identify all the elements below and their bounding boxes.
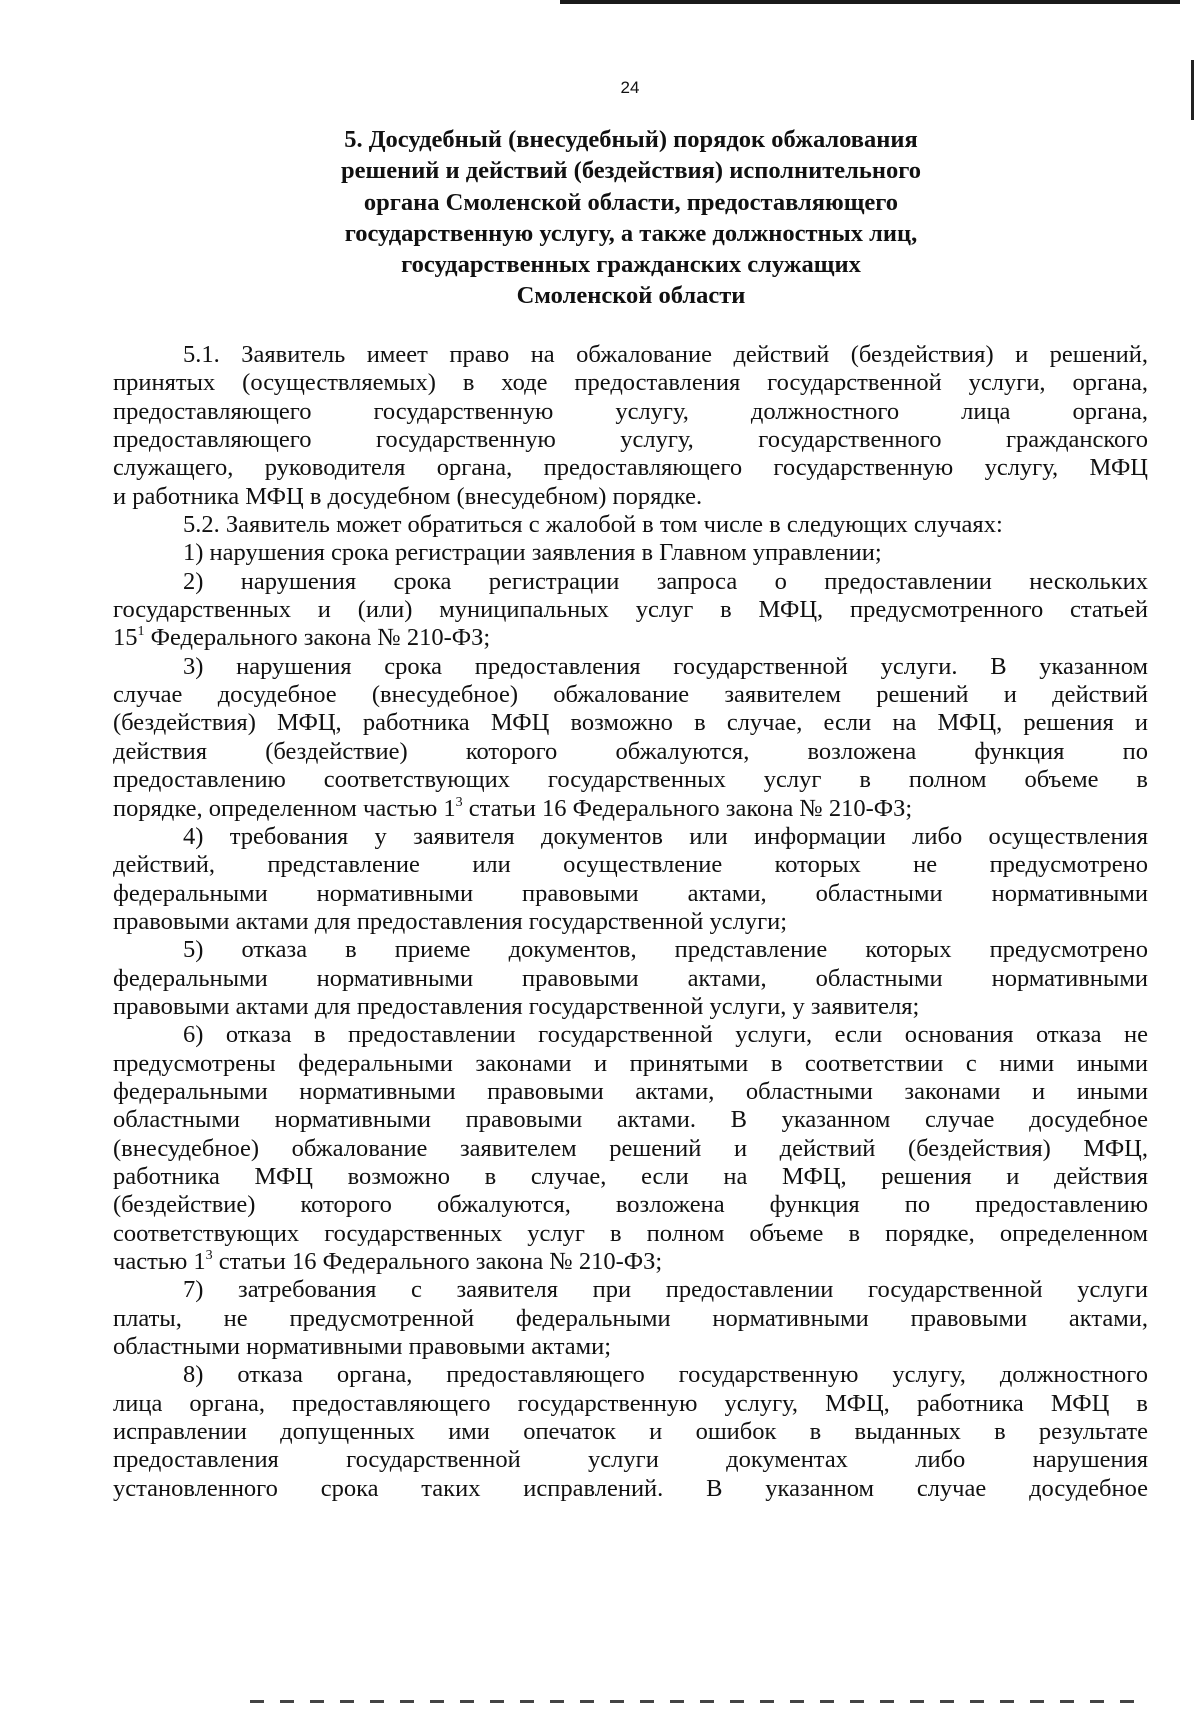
text-line: предоставляющего государственную услугу, должностного лица органа, bbox=[113, 397, 1148, 425]
text-line: федеральными нормативными правовыми актами, областными нормативными bbox=[113, 879, 1148, 907]
list-item-5 bbox=[113, 936, 1148, 1021]
text-line: и работника МФЦ в досудебном (внесудебном) порядке. bbox=[113, 482, 703, 510]
list-item-3 bbox=[113, 653, 1148, 823]
list-item-6 bbox=[113, 1021, 1148, 1276]
text-fragment: Федерального закона № 210-ФЗ; bbox=[144, 624, 491, 652]
text-line: областными нормативными правовыми актами; bbox=[113, 1333, 612, 1361]
text-line: служащего, руководителя органа, предоставляющего государственную услугу, МФЦ bbox=[113, 454, 1148, 482]
page-number: 24 bbox=[620, 78, 640, 97]
text-line: исправлении допущенных ими опечаток и ошибок в выданных в результате bbox=[113, 1418, 1148, 1446]
text-line: федеральными нормативными правовыми актами, областными нормативными bbox=[113, 964, 1148, 992]
text-line: (внесудебное) обжалование заявителем решений и действий (бездействия) МФЦ, bbox=[113, 1134, 1148, 1162]
document-body bbox=[113, 341, 1148, 1503]
scan-border-top bbox=[560, 0, 1180, 4]
text-line: случае досудебное (внесудебное) обжалование заявителем решений и действий bbox=[113, 681, 1148, 709]
text-fragment: частью 1 bbox=[113, 1248, 206, 1275]
list-item-1 bbox=[113, 539, 1148, 567]
text-line: работника МФЦ возможно в случае, если на МФЦ, решения и действия bbox=[113, 1162, 1148, 1190]
superscript: 3 bbox=[455, 794, 463, 810]
paragraph-5-1 bbox=[113, 341, 1148, 511]
heading-line: органа Смоленской области, предоставляющего bbox=[363, 188, 899, 216]
text-line: 8) отказа органа, предоставляющего государственную услугу, должностного bbox=[183, 1361, 1148, 1389]
text-line: предоставления государственной услуги документах либо нарушения bbox=[113, 1446, 1148, 1474]
text-line: действий, представление или осуществление которых не предусмотрено bbox=[113, 851, 1148, 879]
heading-line: 5. Досудебный (внесудебный) порядок обжалования bbox=[344, 126, 918, 153]
heading-line: Смоленской области bbox=[516, 282, 746, 310]
text-line: федеральными нормативными правовыми актами, областными законами и иными bbox=[113, 1077, 1148, 1105]
text-line: областными нормативными правовыми актами. В указанном случае досудебное bbox=[113, 1106, 1148, 1134]
text-line: 3) нарушения срока предоставления государственной услуги. В указанном bbox=[183, 652, 1148, 680]
text-fragment: статьи 16 Федерального закона № 210-ФЗ; bbox=[462, 794, 913, 822]
superscript: 3 bbox=[205, 1248, 213, 1263]
text-fragment: 15 bbox=[113, 624, 138, 652]
text-line: предоставляющего государственную услугу, государственного гражданского bbox=[113, 426, 1148, 454]
text-line bbox=[113, 795, 1148, 823]
text-fragment: порядке, определенном частью 1 bbox=[113, 794, 456, 822]
paragraph-5-2 bbox=[113, 511, 1148, 539]
list-item-4 bbox=[113, 823, 1148, 936]
section-heading bbox=[0, 124, 1200, 312]
heading-line: государственных гражданских служащих bbox=[401, 251, 861, 279]
text-line bbox=[113, 624, 1148, 652]
text-line: действия (бездействие) которого обжалуются, возложена функция по bbox=[113, 737, 1148, 765]
superscript: 1 bbox=[137, 624, 145, 640]
list-item-8 bbox=[113, 1361, 1148, 1503]
text-line bbox=[113, 1248, 1148, 1276]
text-line: 1) нарушения срока регистрации заявления в Главном управлении; bbox=[183, 539, 882, 567]
text-line: 5.2. Заявитель может обратиться с жалобой в том числе в следующих случаях: bbox=[183, 511, 1003, 539]
text-line: 6) отказа в предоставлении государственной услуги, если основания отказа не bbox=[183, 1021, 1148, 1049]
text-line: государственных и (или) муниципальных услуг в МФЦ, предусмотренного статьей bbox=[113, 596, 1148, 624]
heading-line: решений и действий (бездействия) исполнительного bbox=[341, 157, 921, 185]
text-line: 4) требования у заявителя документов или информации либо осуществления bbox=[183, 822, 1148, 850]
text-line: установленного срока таких исправлений. В указанном случае досудебное bbox=[113, 1474, 1148, 1502]
list-item-2 bbox=[113, 568, 1148, 653]
text-line: правовыми актами для предоставления государственной услуги, у заявителя; bbox=[113, 992, 920, 1020]
text-line: предоставлению соответствующих государственных услуг в полном объеме в bbox=[113, 766, 1148, 794]
text-line: правовыми актами для предоставления государственной услуги; bbox=[113, 907, 788, 935]
text-line: 7) затребования с заявителя при предоставлении государственной услуги bbox=[183, 1276, 1148, 1304]
text-line: платы, не предусмотренной федеральными нормативными правовыми актами, bbox=[113, 1304, 1148, 1332]
text-line: соответствующих государственных услуг в полном объеме в порядке, определенном bbox=[113, 1219, 1148, 1247]
text-fragment: статьи 16 Федерального закона № 210-ФЗ; bbox=[212, 1248, 663, 1275]
heading-line: государственную услугу, а также должностных лиц, bbox=[344, 219, 918, 247]
text-line: лица органа, предоставляющего государственную услугу, МФЦ, работника МФЦ в bbox=[113, 1389, 1148, 1417]
text-line: (бездействия) МФЦ, работника МФЦ возможно в случае, если на МФЦ, решения и bbox=[113, 709, 1148, 737]
text-line: 2) нарушения срока регистрации запроса о предоставлении нескольких bbox=[183, 567, 1148, 595]
text-line: принятых (осуществляемых) в ходе предоставления государственной услуги, органа, bbox=[113, 369, 1148, 397]
text-line: предусмотрены федеральными законами и принятыми в соответствии с ними иными bbox=[113, 1049, 1148, 1077]
text-line: (бездействие) которого обжалуются, возложена функция по предоставлению bbox=[113, 1191, 1148, 1219]
text-line: 5.1. Заявитель имеет право на обжалование действий (бездействия) и решений, bbox=[183, 341, 1148, 368]
text-line: 5) отказа в приеме документов, представление которых предусмотрено bbox=[183, 936, 1148, 964]
list-item-7 bbox=[113, 1276, 1148, 1361]
scan-border-bottom bbox=[250, 1700, 1150, 1703]
